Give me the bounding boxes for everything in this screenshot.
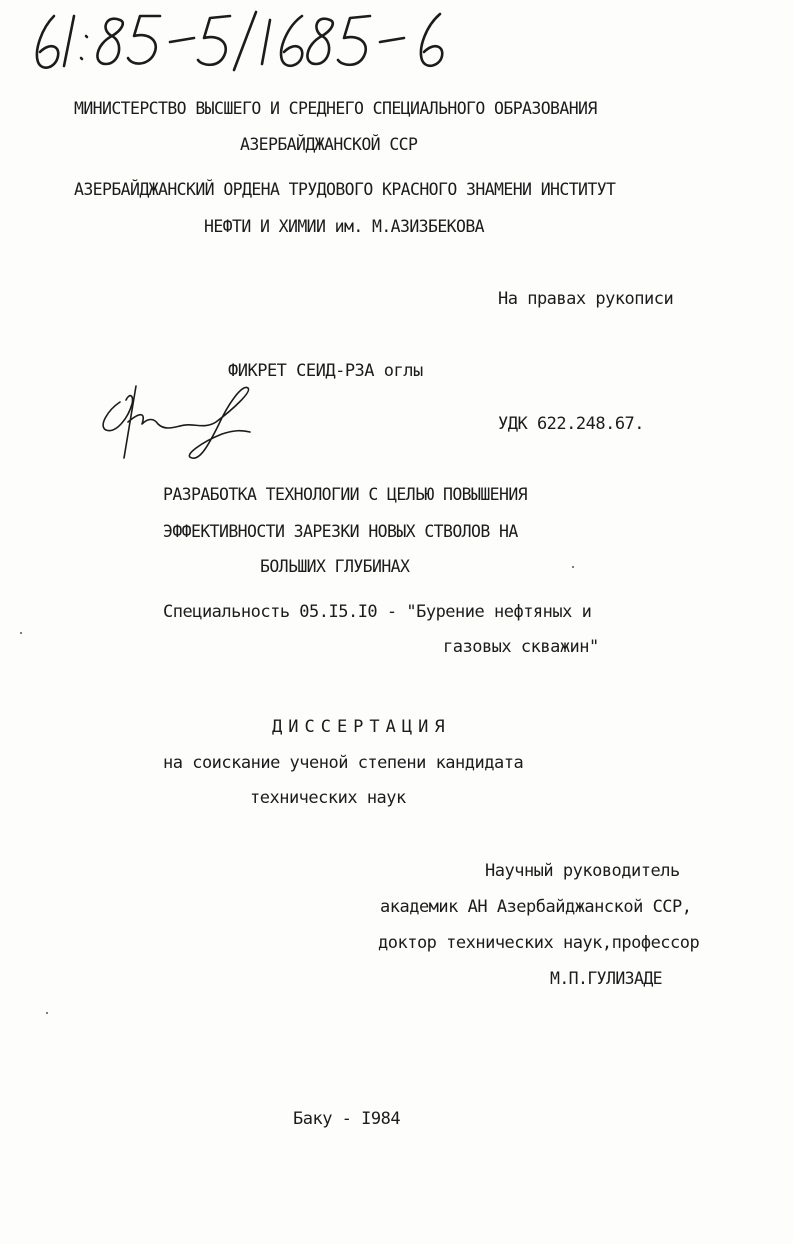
institute-line-2: НЕФТИ И ХИМИИ им. М.АЗИЗБЕКОВА bbox=[204, 217, 485, 236]
title-line-3: БОЛЬШИХ ГЛУБИНАХ bbox=[260, 557, 410, 576]
ministry-line-1: МИНИСТЕРСТВО ВЫСШЕГО И СРЕДНЕГО СПЕЦИАЛЬНОГО ОБРАЗОВАНИЯ bbox=[74, 99, 597, 118]
dissertation-line-2: технических наук bbox=[250, 788, 406, 808]
manuscript-rights: На правах рукописи bbox=[498, 289, 674, 309]
author-name: ФИКРЕТ СЕИД-РЗА оглы bbox=[228, 361, 423, 381]
supervisor-name: М.П.ГУЛИЗАДЕ bbox=[550, 969, 663, 988]
place-and-year: Баку - I984 bbox=[293, 1109, 401, 1129]
dissertation-line-1: на соискание ученой степени кандидата bbox=[163, 753, 524, 773]
supervisor-line-2: академик АН Азербайджанской ССР, bbox=[380, 897, 692, 917]
specialty-line-1: Специальность 05.I5.I0 - "Бурение нефтяных и bbox=[163, 602, 592, 622]
ministry-line-2: АЗЕРБАЙДЖАНСКОЙ ССР bbox=[240, 135, 418, 154]
scan-speck bbox=[572, 566, 574, 568]
handwritten-archive-code bbox=[24, 6, 454, 76]
supervisor-line-1: Научный руководитель bbox=[485, 861, 680, 881]
title-line-1: РАЗРАБОТКА ТЕХНОЛОГИИ С ЦЕЛЬЮ ПОВЫШЕНИЯ bbox=[163, 485, 528, 504]
scan-speck bbox=[20, 632, 22, 634]
specialty-line-2: газовых скважин" bbox=[443, 637, 599, 657]
author-signature bbox=[92, 382, 262, 464]
title-line-2: ЭФФЕКТИВНОСТИ ЗАРЕЗКИ НОВЫХ СТВОЛОВ НА bbox=[163, 522, 518, 541]
dissertation-heading: ДИССЕРТАЦИЯ bbox=[272, 717, 451, 737]
udc-code: УДК 622.248.67. bbox=[498, 414, 645, 434]
institute-line-1: АЗЕРБАЙДЖАНСКИЙ ОРДЕНА ТРУДОВОГО КРАСНОГО ЗНАМЕНИ ИНСТИТУТ bbox=[74, 180, 616, 199]
supervisor-line-3: доктор технических наук,профессор bbox=[378, 933, 700, 953]
scan-speck bbox=[46, 1012, 48, 1014]
